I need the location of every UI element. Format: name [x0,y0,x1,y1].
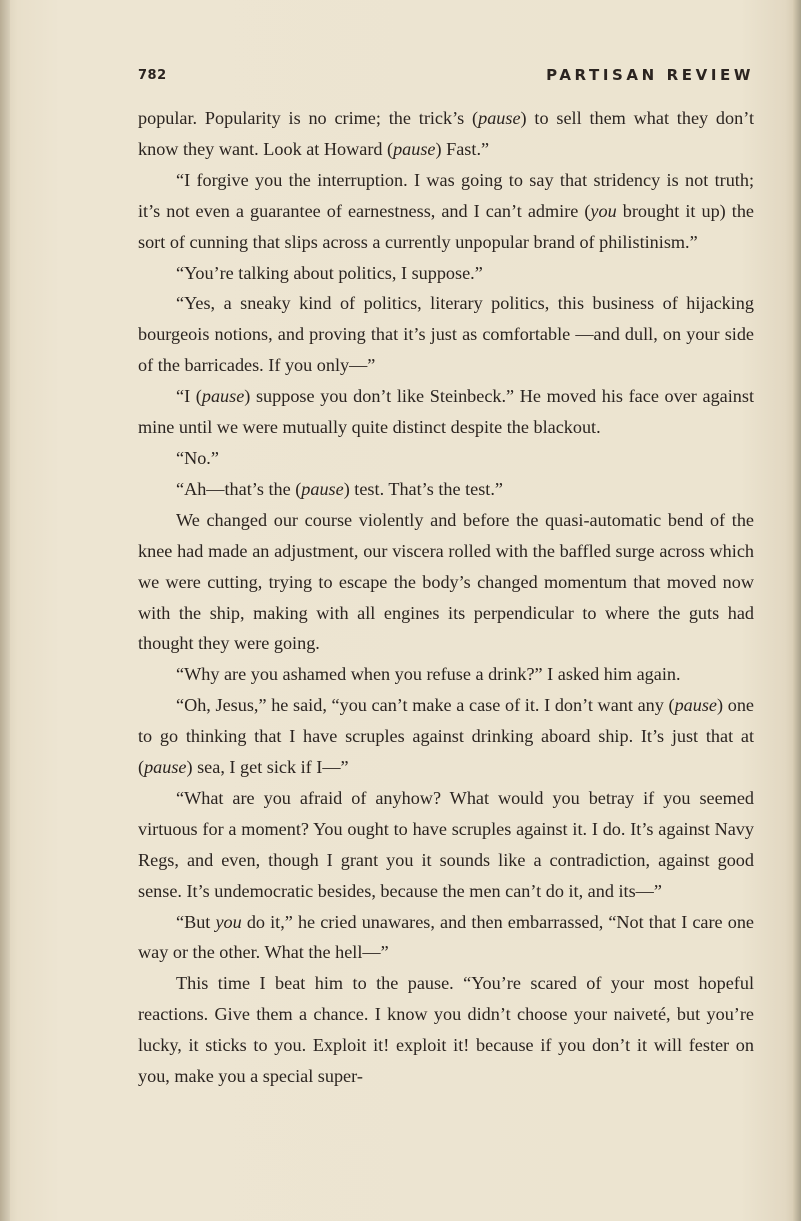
text-run: ) to sell them what they don’t know they want. Look at Howard ( [138,108,754,159]
running-head: PARTISAN REVIEW [546,66,754,84]
paragraph-p9 [138,659,754,690]
text-run: “I ( [176,386,202,407]
text-run: ) test. That’s the test.” [343,478,503,499]
paragraph-p2 [138,165,754,258]
text-run: ) sea, I get sick if I—” [186,757,349,778]
body-text [138,103,754,1092]
text-run: “You’re talking about politics, I suppose.” [176,262,483,283]
text-run: popular. Popularity is no crime; the trick’s ( [138,108,479,128]
paragraph-p5 [138,381,754,443]
text-run: “Ah—that’s the ( [176,478,302,499]
text-run: ) one to go thinking that I have scruples against drinking aboard ship. It’s just that at ( [138,695,754,778]
paragraph-p6 [138,443,754,474]
italic-text: you [215,911,242,932]
italic-text: pause [478,108,521,128]
italic-text: pause [144,757,187,778]
paragraph-p10 [138,690,754,783]
text-run: “What are you afraid of anyhow? What would you betray if you seemed virtuous for a moment? You ought to have scruples against it. I do. It’s against Navy Regs, and even, though I grant you it sounds like a contradiction, against good sense. It’s undemocratic besides, because the men can’t do it, and its—” [138,787,754,901]
italic-text: you [590,200,617,221]
text-run: This time I beat him to the pause. “You’re scared of your most hopeful reactions. Give them a chance. I know you didn’t choose your naiveté, but you’re lucky, it sticks to you. Exploit it! exploit it! because if you don’t it will fester on you, make you a special super- [138,973,754,1087]
page-gutter-shadow [0,0,10,1221]
paragraph-p3 [138,258,754,289]
text-run: brought it up) the sort of cunning that slips across a currently unpopular brand of philistinism.” [138,200,754,252]
paragraph-p11 [138,783,754,907]
paragraph-p8 [138,505,754,660]
page-edge-shadow [793,0,801,1221]
paragraph-p1 [138,103,754,165]
paragraph-p4 [138,288,754,381]
italic-text: pause [201,386,245,407]
text-run: “I forgive you the interruption. I was going to say that stridency is not truth; it’s not even a guarantee of earnestness, and I can’t admire ( [138,169,754,221]
text-run: “But [176,911,216,932]
paragraph-p13 [138,968,754,1092]
italic-text: pause [674,695,717,716]
paragraph-p12 [138,907,754,969]
text-run: ) Fast.” [435,138,490,159]
page-header [138,64,754,88]
text-run: “Why are you ashamed when you refuse a drink?” I asked him again. [176,664,681,685]
text-run: “Oh, Jesus,” he said, “you can’t make a case of it. I don’t want any ( [176,695,675,716]
text-run: do it,” he cried unawares, and then embarrassed, “Not that I care one way or the other. What the hell—” [138,911,754,963]
text-run: We changed our course violently and before the quasi-automatic bend of the knee had made an adjustment, our viscera rolled with the baffled surge across which we were cutting, trying to escape the body’s changed momentum that moved now with the ship, making with all engines its perpendicular to where the guts had thought they were going. [138,509,754,654]
italic-text: pause [301,478,344,499]
page-number: 782 [138,68,167,83]
text-run: “Yes, a sneaky kind of politics, literary politics, this business of hijacking bourgeois notions, and proving that it’s just as comfortable —and dull, on your side of the barricades. If you only—” [138,293,754,376]
text-run: “No.” [176,447,219,468]
italic-text: pause [393,138,436,159]
text-run: ) suppose you don’t like Steinbeck.” He moved his face over against mine until we were mutually quite distinct despite the blackout. [138,386,755,438]
paragraph-p7 [138,474,754,505]
